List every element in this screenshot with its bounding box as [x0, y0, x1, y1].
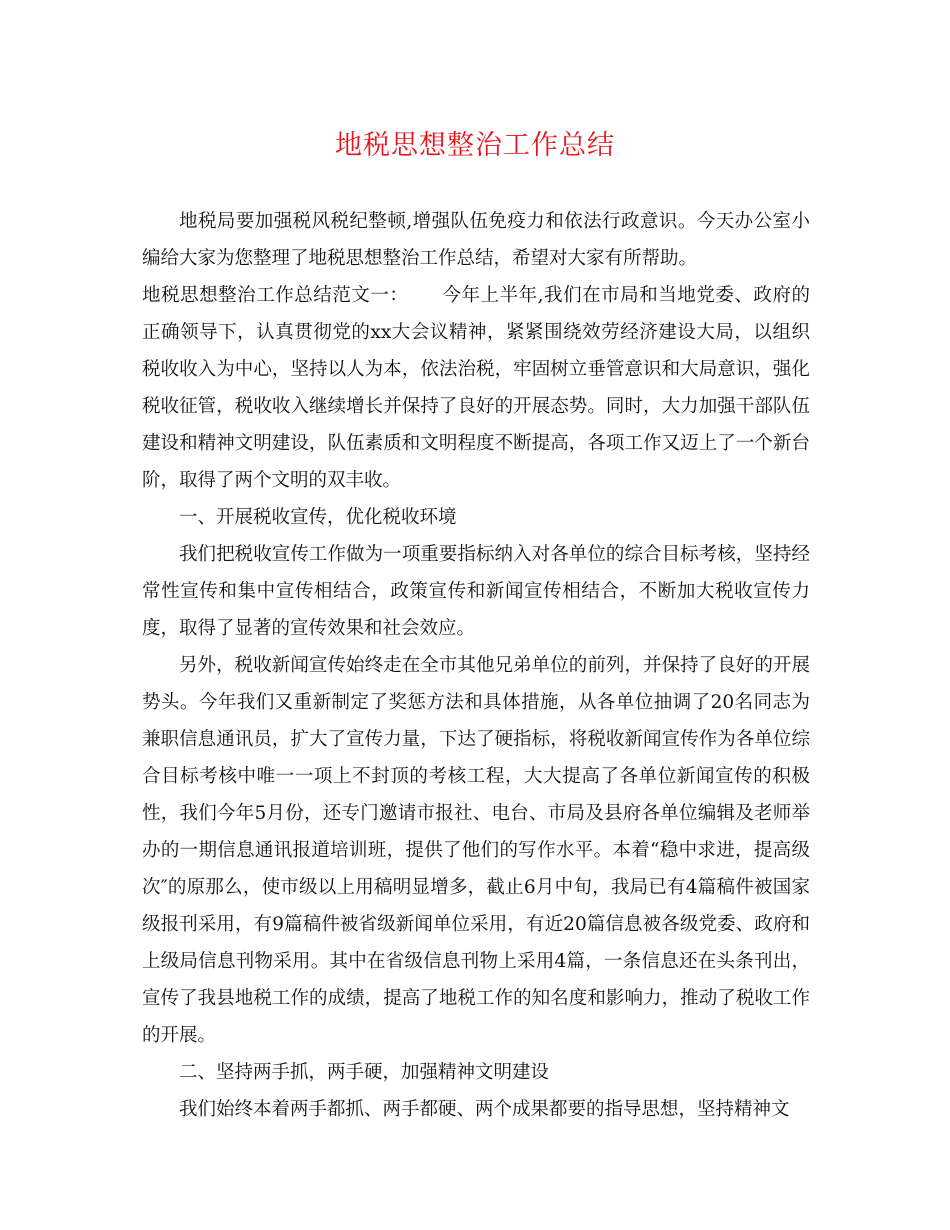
paragraph-1-text: 今年上半年,我们在市局和当地党委、政府的正确领导下，认真贯彻党的xx大会议精神，紧紧围绕效劳经济建设大局，以组织税收收入为中心，坚持以人为本，依法治税，牢固树立垂管意识和大局意识，强化税收征管，税收收入继续增长并保持了良好的开展态势。同时，大力加强干部队伍建设和精神文明建设，队伍素质和文明程度不断提高，各项工作又迈上了一个新台阶，取得了两个文明的双丰收。 — [142, 285, 810, 491]
document-body — [142, 203, 810, 1128]
intro-paragraph: 地税局要加强税风税纪整顿,增强队伍免疫力和依法行政意识。今天办公室小编给大家为您整理了地税思想整治工作总结，希望对大家有所帮助。 — [142, 211, 810, 269]
sample-paragraph — [142, 277, 810, 499]
paragraph-2: 我们把税收宣传工作做为一项重要指标纳入对各单位的综合目标考核，坚持经常性宣传和集中宣传相结合，政策宣传和新闻宣传相结合，不断加大税收宣传力度，取得了显著的宣传效果和社会效应。 — [142, 544, 810, 639]
paragraph-4: 我们始终本着两手都抓、两手都硬、两个成果都要的指导思想，坚持精神文 — [179, 1099, 790, 1120]
document-title: 地税思想整治工作总结 — [335, 130, 615, 161]
paragraph-3: 另外，税收新闻宣传始终走在全市其他兄弟单位的前列，并保持了良好的开展势头。今年我们又重新制定了奖惩方法和具体措施，从各单位抽调了20名同志为兼职信息通讯员，扩大了宣传力量，下达了硬指标，将税收新闻宣传作为各单位综合目标考核中唯一一项上不封顶的考核工程，大大提高了各单位新闻宣传的积极性，我们今年5月份，还专门邀请市报社、电台、市局及县府各单位编辑及老师举办的一期信息通讯报道培训班，提供了他们的写作水平。本着“稳中求进，提高级次″的原那么，使市级以上用稿明显增多，截止6月中旬，我局已有4篇稿件被国家级报刊采用，有9篇稿件被省级新闻单位采用，有近20篇信息被各级党委、政府和上级局信息刊物采用。其中在省级信息刊物上采用4篇，一条信息还在头条刊出，宣传了我县地税工作的成绩，提高了地税工作的知名度和影响力，推动了税收工作的开展。 — [142, 655, 810, 1046]
sample-label: 地税思想整治工作总结范文一： — [142, 285, 409, 306]
section-heading-2: 二、坚持两手抓，两手硬，加强精神文明建设 — [179, 1062, 550, 1083]
section-heading-1: 一、开展税收宣传，优化税收环境 — [179, 507, 457, 528]
